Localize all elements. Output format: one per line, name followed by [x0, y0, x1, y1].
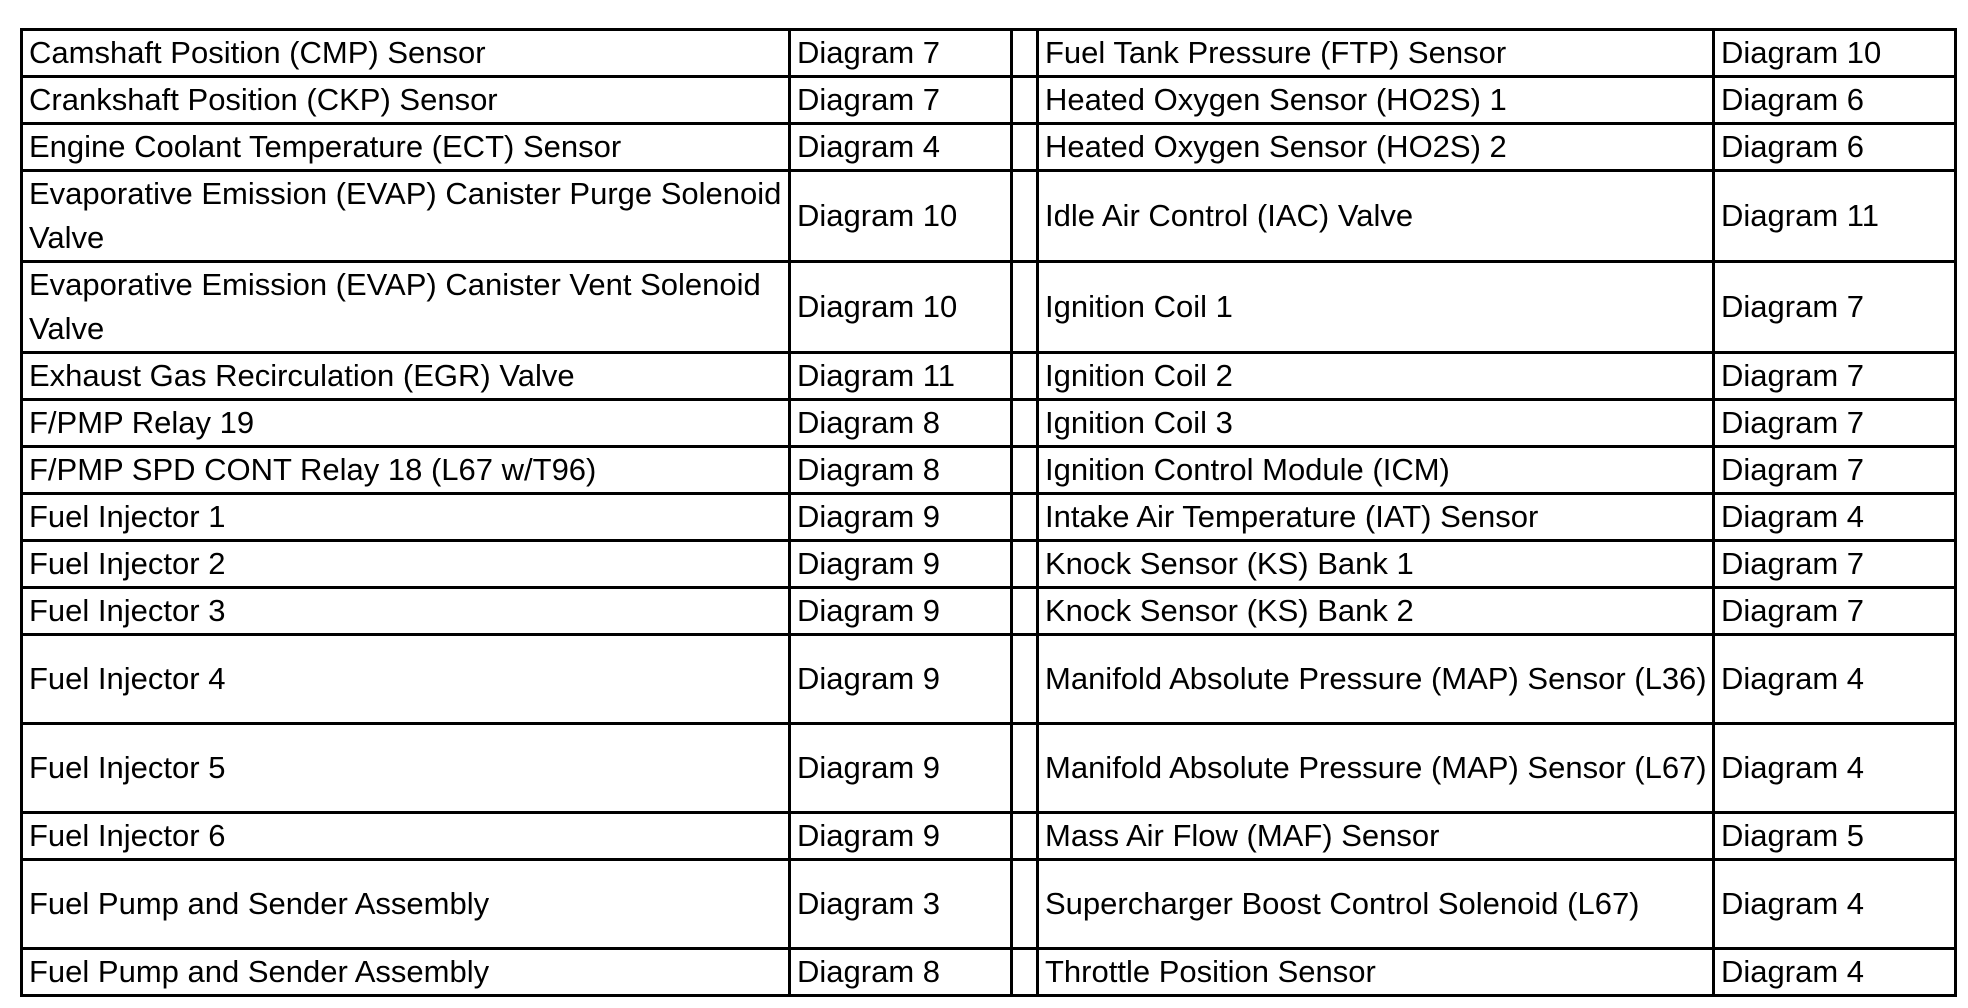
left-diagram-cell: Diagram 9 [790, 541, 1012, 588]
right-component-cell: Knock Sensor (KS) Bank 1 [1038, 541, 1714, 588]
right-component-cell: Ignition Coil 2 [1038, 353, 1714, 400]
left-component-cell: Fuel Injector 5 [22, 724, 790, 813]
table-row [22, 124, 1956, 171]
right-diagram-cell: Diagram 7 [1714, 541, 1956, 588]
right-diagram-cell: Diagram 4 [1714, 635, 1956, 724]
right-diagram-cell: Diagram 4 [1714, 860, 1956, 949]
left-component-cell: Evaporative Emission (EVAP) Canister Vent Solenoid Valve [22, 262, 790, 353]
table-body [22, 30, 1956, 996]
left-diagram-cell: Diagram 3 [790, 860, 1012, 949]
table-row [22, 447, 1956, 494]
column-gap [1012, 494, 1038, 541]
left-diagram-cell: Diagram 8 [790, 949, 1012, 996]
right-component-cell: Ignition Coil 1 [1038, 262, 1714, 353]
table-row [22, 171, 1956, 262]
right-component-cell: Idle Air Control (IAC) Valve [1038, 171, 1714, 262]
left-diagram-cell: Diagram 8 [790, 400, 1012, 447]
right-diagram-cell: Diagram 4 [1714, 724, 1956, 813]
left-component-cell: Fuel Pump and Sender Assembly [22, 860, 790, 949]
left-component-cell: F/PMP Relay 19 [22, 400, 790, 447]
left-diagram-cell: Diagram 10 [790, 262, 1012, 353]
table-row [22, 860, 1956, 949]
right-component-cell: Intake Air Temperature (IAT) Sensor [1038, 494, 1714, 541]
column-gap [1012, 262, 1038, 353]
left-component-cell: Fuel Injector 3 [22, 588, 790, 635]
right-diagram-cell: Diagram 10 [1714, 30, 1956, 77]
left-diagram-cell: Diagram 9 [790, 635, 1012, 724]
column-gap [1012, 635, 1038, 724]
right-component-cell: Ignition Coil 3 [1038, 400, 1714, 447]
column-gap [1012, 77, 1038, 124]
column-gap [1012, 124, 1038, 171]
column-gap [1012, 541, 1038, 588]
column-gap [1012, 400, 1038, 447]
left-diagram-cell: Diagram 11 [790, 353, 1012, 400]
left-diagram-cell: Diagram 9 [790, 494, 1012, 541]
left-component-cell: Fuel Pump and Sender Assembly [22, 949, 790, 996]
right-diagram-cell: Diagram 6 [1714, 124, 1956, 171]
left-diagram-cell: Diagram 7 [790, 77, 1012, 124]
left-component-cell: Fuel Injector 1 [22, 494, 790, 541]
right-component-cell: Throttle Position Sensor [1038, 949, 1714, 996]
table-row [22, 949, 1956, 996]
column-gap [1012, 30, 1038, 77]
right-component-cell: Manifold Absolute Pressure (MAP) Sensor (L67) [1038, 724, 1714, 813]
right-component-cell: Fuel Tank Pressure (FTP) Sensor [1038, 30, 1714, 77]
table-row [22, 77, 1956, 124]
table-row [22, 400, 1956, 447]
right-diagram-cell: Diagram 11 [1714, 171, 1956, 262]
right-diagram-cell: Diagram 4 [1714, 494, 1956, 541]
left-component-cell: Camshaft Position (CMP) Sensor [22, 30, 790, 77]
column-gap [1012, 860, 1038, 949]
left-component-cell: Crankshaft Position (CKP) Sensor [22, 77, 790, 124]
right-diagram-cell: Diagram 7 [1714, 353, 1956, 400]
table-row [22, 494, 1956, 541]
left-component-cell: Evaporative Emission (EVAP) Canister Purge Solenoid Valve [22, 171, 790, 262]
right-component-cell: Mass Air Flow (MAF) Sensor [1038, 813, 1714, 860]
right-component-cell: Ignition Control Module (ICM) [1038, 447, 1714, 494]
left-diagram-cell: Diagram 10 [790, 171, 1012, 262]
component-diagram-table [20, 28, 1957, 997]
right-component-cell: Heated Oxygen Sensor (HO2S) 1 [1038, 77, 1714, 124]
column-gap [1012, 353, 1038, 400]
left-diagram-cell: Diagram 8 [790, 447, 1012, 494]
right-diagram-cell: Diagram 5 [1714, 813, 1956, 860]
column-gap [1012, 447, 1038, 494]
left-diagram-cell: Diagram 7 [790, 30, 1012, 77]
table-row [22, 588, 1956, 635]
right-component-cell: Manifold Absolute Pressure (MAP) Sensor (L36) [1038, 635, 1714, 724]
right-diagram-cell: Diagram 4 [1714, 949, 1956, 996]
right-diagram-cell: Diagram 7 [1714, 447, 1956, 494]
right-component-cell: Knock Sensor (KS) Bank 2 [1038, 588, 1714, 635]
right-diagram-cell: Diagram 7 [1714, 262, 1956, 353]
left-diagram-cell: Diagram 9 [790, 724, 1012, 813]
column-gap [1012, 588, 1038, 635]
left-component-cell: Fuel Injector 4 [22, 635, 790, 724]
table-row [22, 353, 1956, 400]
right-diagram-cell: Diagram 7 [1714, 588, 1956, 635]
left-diagram-cell: Diagram 4 [790, 124, 1012, 171]
right-component-cell: Heated Oxygen Sensor (HO2S) 2 [1038, 124, 1714, 171]
table-row [22, 541, 1956, 588]
right-diagram-cell: Diagram 7 [1714, 400, 1956, 447]
left-component-cell: F/PMP SPD CONT Relay 18 (L67 w/T96) [22, 447, 790, 494]
table-row [22, 30, 1956, 77]
table-row [22, 724, 1956, 813]
table-row [22, 813, 1956, 860]
left-diagram-cell: Diagram 9 [790, 588, 1012, 635]
column-gap [1012, 949, 1038, 996]
right-diagram-cell: Diagram 6 [1714, 77, 1956, 124]
table-row [22, 635, 1956, 724]
left-component-cell: Engine Coolant Temperature (ECT) Sensor [22, 124, 790, 171]
left-component-cell: Fuel Injector 6 [22, 813, 790, 860]
column-gap [1012, 171, 1038, 262]
left-diagram-cell: Diagram 9 [790, 813, 1012, 860]
left-component-cell: Fuel Injector 2 [22, 541, 790, 588]
table-row [22, 262, 1956, 353]
column-gap [1012, 724, 1038, 813]
left-component-cell: Exhaust Gas Recirculation (EGR) Valve [22, 353, 790, 400]
column-gap [1012, 813, 1038, 860]
right-component-cell: Supercharger Boost Control Solenoid (L67) [1038, 860, 1714, 949]
